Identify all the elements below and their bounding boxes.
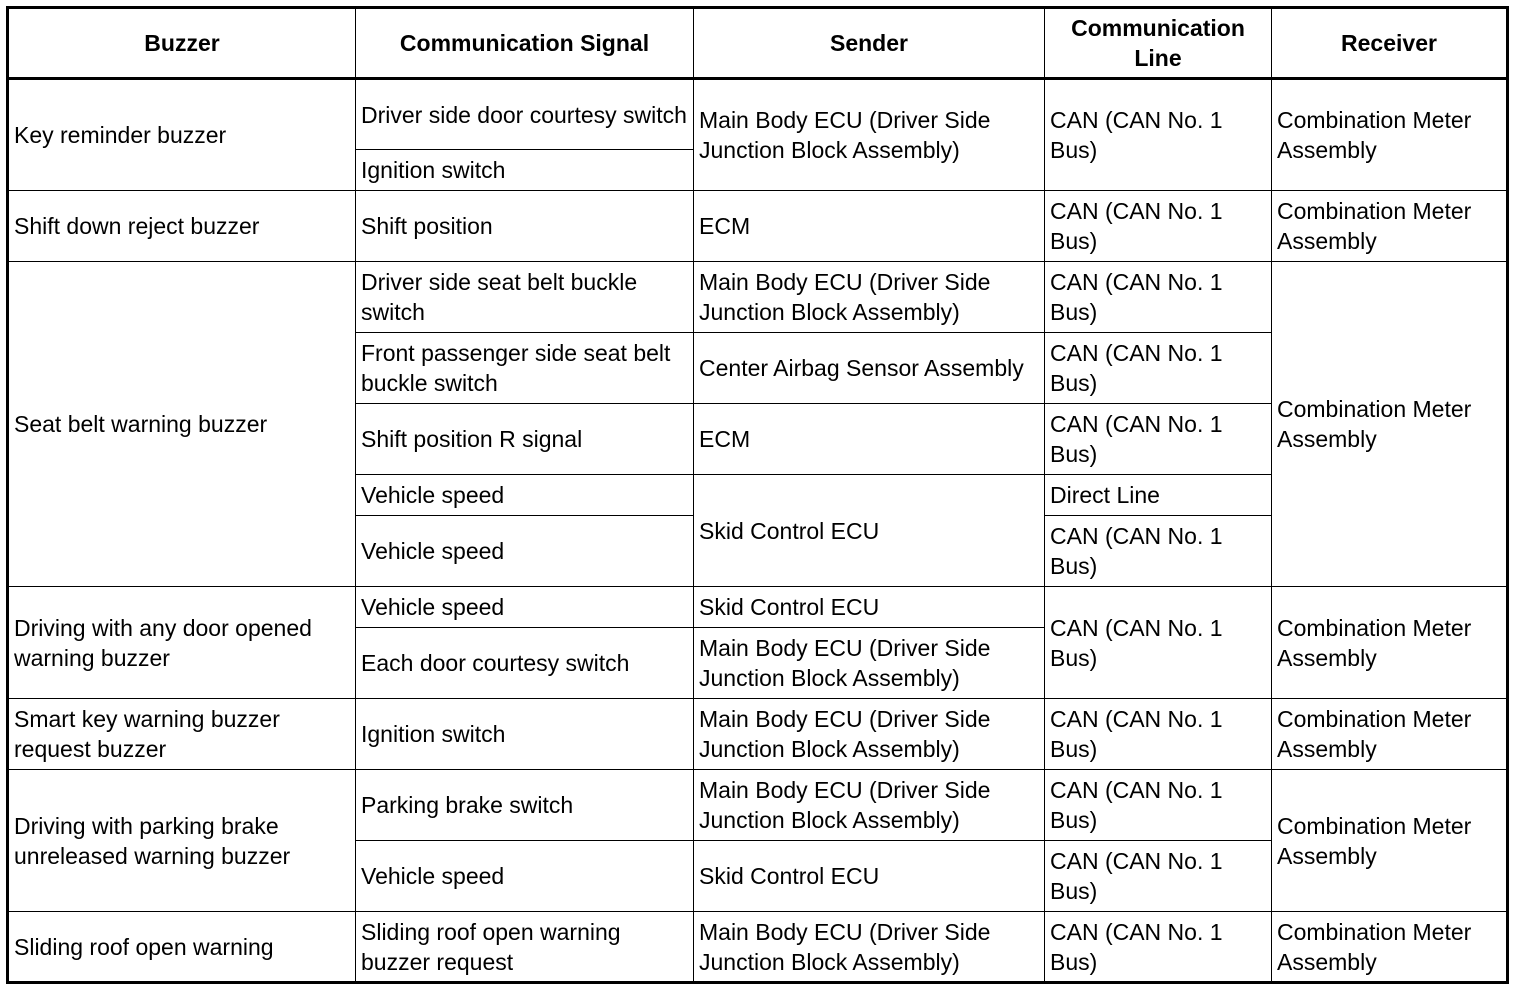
sender-cell: Main Body ECU (Driver Side Junction Block Assembly) <box>694 912 1045 983</box>
receiver-cell: Combination Meter Assembly <box>1272 699 1508 770</box>
signal-cell: Vehicle speed <box>356 587 694 628</box>
sender-cell: Skid Control ECU <box>694 587 1045 628</box>
receiver-cell: Combination Meter Assembly <box>1272 770 1508 912</box>
line-cell: CAN (CAN No. 1 Bus) <box>1045 262 1272 333</box>
header-communication-line <box>1045 8 1272 79</box>
receiver-cell: Combination Meter Assembly <box>1272 587 1508 699</box>
signal-cell: Front passenger side seat belt buckle switch <box>356 333 694 404</box>
signal-cell: Each door courtesy switch <box>356 628 694 699</box>
header-buzzer: Buzzer <box>8 8 356 79</box>
sender-cell: ECM <box>694 191 1045 262</box>
signal-cell: Shift position R signal <box>356 404 694 475</box>
buzzer-cell: Driving with parking brake unreleased warning buzzer <box>8 770 356 912</box>
signal-cell: Shift position <box>356 191 694 262</box>
sender-cell: Center Airbag Sensor Assembly <box>694 333 1045 404</box>
signal-cell: Vehicle speed <box>356 841 694 912</box>
header-row <box>8 8 1508 79</box>
buzzer-cell: Shift down reject buzzer <box>8 191 356 262</box>
header-line-part-1: Communication <box>1071 15 1245 41</box>
line-cell: CAN (CAN No. 1 Bus) <box>1045 333 1272 404</box>
line-cell: CAN (CAN No. 1 Bus) <box>1045 587 1272 699</box>
buzzer-communication-table <box>6 6 1509 984</box>
table-row <box>8 912 1508 983</box>
line-cell: CAN (CAN No. 1 Bus) <box>1045 912 1272 983</box>
buzzer-cell: Seat belt warning buzzer <box>8 262 356 587</box>
signal-cell: Driver side seat belt buckle switch <box>356 262 694 333</box>
signal-cell: Ignition switch <box>356 150 694 191</box>
header-receiver: Receiver <box>1272 8 1508 79</box>
signal-cell: Parking brake switch <box>356 770 694 841</box>
line-cell: CAN (CAN No. 1 Bus) <box>1045 841 1272 912</box>
signal-cell: Driver side door courtesy switch <box>356 79 694 150</box>
line-cell: CAN (CAN No. 1 Bus) <box>1045 191 1272 262</box>
line-cell: CAN (CAN No. 1 Bus) <box>1045 516 1272 587</box>
sender-cell: Skid Control ECU <box>694 841 1045 912</box>
sender-cell: Main Body ECU (Driver Side Junction Block Assembly) <box>694 699 1045 770</box>
buzzer-cell: Key reminder buzzer <box>8 79 356 191</box>
table-row <box>8 191 1508 262</box>
signal-cell: Sliding roof open warning buzzer request <box>356 912 694 983</box>
header-line-part-2: Line <box>1134 45 1182 71</box>
header-sender: Sender <box>694 8 1045 79</box>
table-row <box>8 79 1508 150</box>
signal-cell: Vehicle speed <box>356 516 694 587</box>
receiver-cell: Combination Meter Assembly <box>1272 262 1508 587</box>
line-cell: Direct Line <box>1045 475 1272 516</box>
header-communication-signal: Communication Signal <box>356 8 694 79</box>
line-cell: CAN (CAN No. 1 Bus) <box>1045 770 1272 841</box>
sender-cell: Main Body ECU (Driver Side Junction Block Assembly) <box>694 262 1045 333</box>
buzzer-cell: Smart key warning buzzer request buzzer <box>8 699 356 770</box>
table-row <box>8 770 1508 841</box>
line-cell: CAN (CAN No. 1 Bus) <box>1045 699 1272 770</box>
receiver-cell: Combination Meter Assembly <box>1272 191 1508 262</box>
buzzer-cell: Sliding roof open warning <box>8 912 356 983</box>
buzzer-table-wrapper <box>6 6 1509 984</box>
signal-cell: Ignition switch <box>356 699 694 770</box>
receiver-cell: Combination Meter Assembly <box>1272 912 1508 983</box>
sender-cell: ECM <box>694 404 1045 475</box>
sender-cell: Main Body ECU (Driver Side Junction Block Assembly) <box>694 79 1045 191</box>
line-cell: CAN (CAN No. 1 Bus) <box>1045 79 1272 191</box>
line-cell: CAN (CAN No. 1 Bus) <box>1045 404 1272 475</box>
table-row <box>8 262 1508 333</box>
table-row <box>8 699 1508 770</box>
signal-cell: Vehicle speed <box>356 475 694 516</box>
sender-cell: Main Body ECU (Driver Side Junction Block Assembly) <box>694 628 1045 699</box>
receiver-cell: Combination Meter Assembly <box>1272 79 1508 191</box>
buzzer-cell: Driving with any door opened warning buzzer <box>8 587 356 699</box>
sender-cell: Main Body ECU (Driver Side Junction Block Assembly) <box>694 770 1045 841</box>
sender-cell: Skid Control ECU <box>694 475 1045 587</box>
table-row <box>8 587 1508 628</box>
